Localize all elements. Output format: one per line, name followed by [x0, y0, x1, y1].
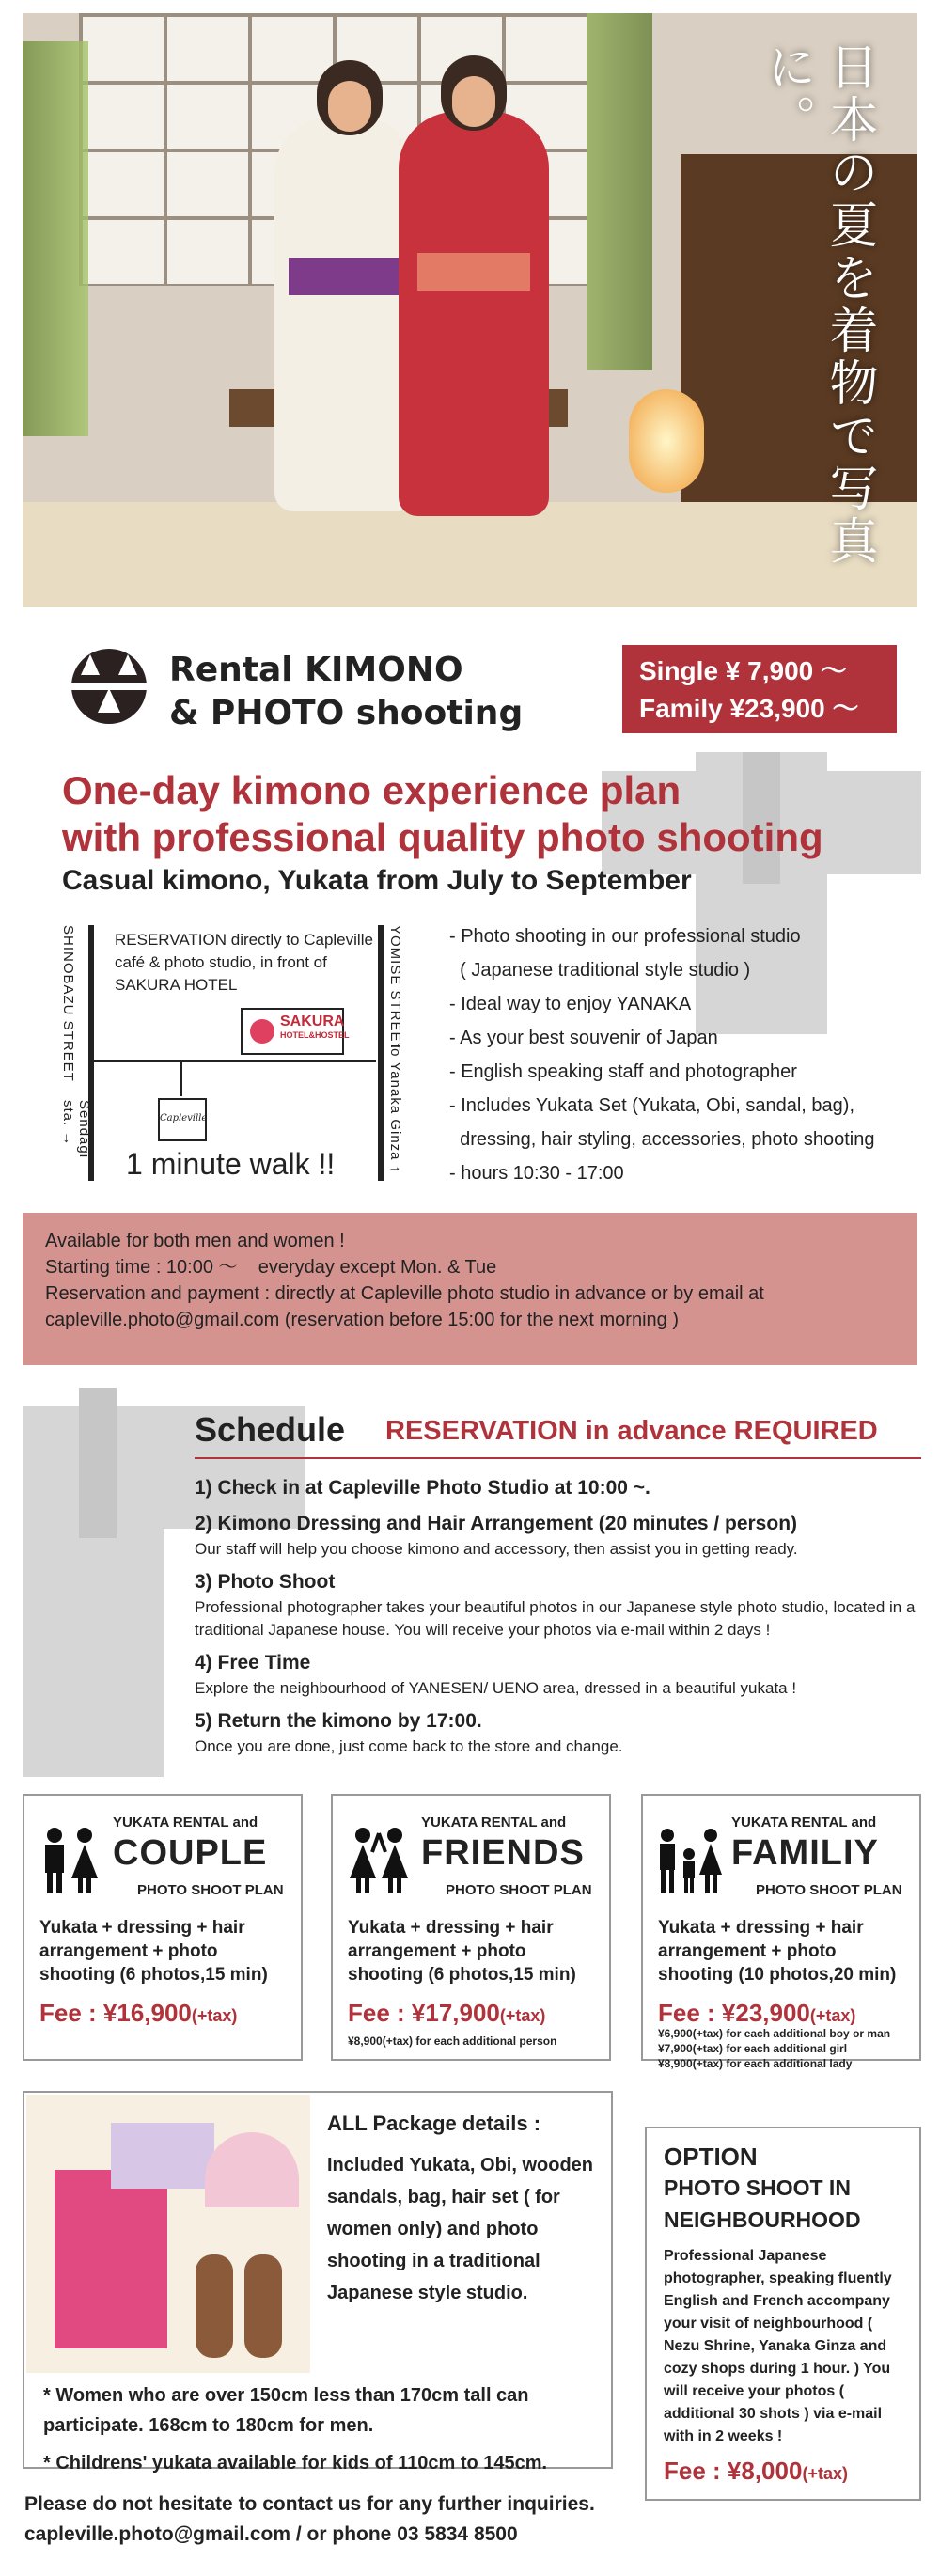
- ginza-label: to Yanaka Ginza ↑: [387, 1044, 403, 1174]
- access-map: [53, 921, 410, 1185]
- plan-extra: ¥8,900(+tax) for each additional person: [348, 2034, 557, 2048]
- plan-fee: [348, 1999, 545, 2028]
- plan-kicker: YUKATA RENTAL and: [731, 1814, 877, 1830]
- plan-kicker: YUKATA RENTAL and: [421, 1814, 567, 1830]
- feature-item: - Photo shooting in our professional studio: [449, 926, 801, 947]
- package-notes: [43, 2380, 607, 2478]
- info-line: Available for both men and women !: [45, 1231, 345, 1251]
- plan-desc: Yukata + dressing + hair arrangement + photo shooting (10 photos,20 min): [658, 1918, 897, 1985]
- walk-time: 1 minute walk !!: [126, 1147, 336, 1181]
- feature-item: - English speaking staff and photographer: [449, 1061, 797, 1082]
- plan-fee: [658, 1999, 855, 2028]
- bamboo-plant-right: [587, 13, 652, 370]
- plan-name: COUPLE: [113, 1833, 268, 1873]
- contact-line-1: Please do not hesitate to contact us for any further inquiries.: [24, 2493, 595, 2515]
- street-label-right: YOMISE STREET: [387, 925, 403, 1052]
- plan-fee: [39, 1999, 237, 2028]
- brand-name: [169, 649, 523, 735]
- plan-fee-amount: Fee : ¥17,900: [348, 1999, 500, 2027]
- model-right-red-yukata: [399, 112, 549, 516]
- option-card: [645, 2127, 921, 2501]
- plan-name: FRIENDS: [421, 1833, 585, 1873]
- feature-item: - As your best souvenir of Japan: [449, 1028, 718, 1048]
- contact-info: [24, 2490, 645, 2550]
- info-line: Reservation and payment : directly at Capleville photo studio in advance or by email at: [45, 1283, 764, 1304]
- package-text: Included Yukata, Obi, wooden sandals, bag, hair set ( for women only) and photo shooting in a traditional Japanese style studio.: [327, 2155, 594, 2303]
- map-arrow: [180, 1062, 182, 1096]
- sakura-label: SAKURA: [280, 1013, 345, 1029]
- reservation-required: RESERVATION in advance REQUIRED: [385, 1416, 878, 1446]
- info-band: [23, 1213, 917, 1365]
- option-title: OPTION: [664, 2143, 758, 2171]
- plan-card-family: [641, 1794, 921, 2070]
- sakura-sub-label: HOTEL&HOSTEL: [280, 1030, 350, 1040]
- obi-sash: [111, 2123, 214, 2189]
- paper-lamp: [629, 389, 704, 493]
- price-family: Family ¥23,900 〜: [639, 694, 859, 723]
- schedule-steps: [195, 1467, 923, 1758]
- station-label: Sendagi sta. →: [60, 1100, 92, 1159]
- package-title: ALL Package details :: [327, 2112, 541, 2135]
- package-note-children: * Childrens' yukata available for kids of 110cm to 145cm.: [43, 2453, 548, 2474]
- schedule-step-title: 5) Return the kimono by 17:00.: [195, 1710, 482, 1732]
- contact-email-phone[interactable]: capleville.photo@gmail.com / or phone 03 5834 8500: [24, 2523, 518, 2545]
- plan-card-couple: [23, 1794, 303, 2061]
- feature-item: - Includes Yukata Set (Yukata, Obi, sandal, bag),: [449, 1095, 855, 1116]
- plan-card-friends: [331, 1794, 611, 2061]
- option-fee-tax: (+tax): [802, 2464, 848, 2483]
- family-icon: [656, 1826, 722, 1895]
- folded-yukata: [55, 2170, 167, 2348]
- schedule-step-desc: Once you are done, just come back to the store and change.: [195, 1737, 623, 1755]
- sakura-flower-icon: [250, 1019, 274, 1044]
- friends-icon: [346, 1826, 412, 1895]
- package-note-height: * Women who are over 150cm less than 170cm tall can participate. 168cm to 180cm for men.: [43, 2385, 529, 2436]
- option-fee: [664, 2457, 848, 2486]
- plan-name: FAMILIY: [731, 1833, 879, 1873]
- headline-line-2: with professional quality photo shooting: [62, 815, 823, 859]
- plan-desc: Yukata + dressing + hair arrangement + photo shooting (6 photos,15 min): [39, 1918, 268, 1985]
- model-left-white-yukata: [274, 117, 415, 511]
- schedule-step-desc: Explore the neighbourhood of YANESEN/ UENO area, dressed in a beautiful yukata !: [195, 1679, 797, 1697]
- schedule-step-desc: Professional photographer takes your beautiful photos in our Japanese style photo studio, located in a traditional Japanese house. You will receive your photos via e-mail within 2 days !: [195, 1598, 916, 1639]
- map-cross-street: [94, 1060, 376, 1062]
- plan-fee-tax: (+tax): [499, 2006, 546, 2025]
- price-single: Single ¥ 7,900 〜: [639, 656, 847, 685]
- schedule-step-title: 3) Photo Shoot: [195, 1571, 336, 1593]
- plan-kicker: YUKATA RENTAL and: [113, 1814, 258, 1830]
- option-subtitle: PHOTO SHOOT IN NEIGHBOURHOOD: [664, 2175, 861, 2232]
- brand-logo-icon: [70, 647, 149, 726]
- feature-item: dressing, hair styling, accessories, photo shooting: [449, 1129, 875, 1150]
- capleville-cafe-marker: Capleville: [158, 1098, 207, 1141]
- info-line: capleville.photo@gmail.com (reservation before 15:00 for the next morning ): [45, 1310, 679, 1330]
- schedule-divider: [195, 1457, 921, 1459]
- yomise-street-line: [378, 925, 384, 1181]
- headline: [62, 767, 917, 861]
- brand-line-1: Rental KIMONO: [169, 651, 463, 689]
- sakura-hotel-marker: [241, 1008, 350, 1055]
- schedule-step-title: 2) Kimono Dressing and Hair Arrangement (20 minutes / person): [195, 1513, 798, 1534]
- headline-line-1: One-day kimono experience plan: [62, 768, 682, 812]
- plan-fee-tax: (+tax): [809, 2006, 856, 2025]
- hero-vertical-title: 日本の夏を着物で写真に。: [759, 41, 877, 568]
- plan-fee-tax: (+tax): [191, 2006, 238, 2025]
- plan-fee-amount: Fee : ¥23,900: [658, 1999, 810, 2027]
- bamboo-plant-left: [23, 41, 88, 436]
- couple-icon: [38, 1826, 103, 1895]
- plan-subtitle: PHOTO SHOOT PLAN: [446, 1882, 592, 1898]
- subheadline: Casual kimono, Yukata from July to September: [62, 865, 692, 896]
- schedule-step-title: 1) Check in at Capleville Photo Studio at 10:00 ~.: [195, 1477, 650, 1499]
- feature-list: [449, 919, 919, 1190]
- plan-subtitle: PHOTO SHOOT PLAN: [137, 1882, 284, 1898]
- option-text: Professional Japanese photographer, speaking fluently English and French accompany your visit of neighbourhood ( Nezu Shrine, Yanaka Ginza and cozy shops during 1 hour. ) You will receive your photos ( additional 30 shots ) via e-mail with in 2 weeks !: [664, 2248, 892, 2444]
- schedule-title: Schedule: [195, 1410, 346, 1449]
- hero-photo: [23, 13, 917, 607]
- price-box: [622, 645, 897, 733]
- schedule-step-desc: Our staff will help you choose kimono and accessory, then assist you in getting ready.: [195, 1540, 798, 1558]
- street-label-left: SHINOBAZU STREET: [60, 925, 76, 1082]
- geta-sandal-right: [244, 2254, 282, 2358]
- geta-sandal-left: [196, 2254, 233, 2358]
- plan-extra: ¥6,900(+tax) for each additional boy or man: [658, 2027, 891, 2040]
- plan-subtitle: PHOTO SHOOT PLAN: [756, 1882, 902, 1898]
- feature-item: ( Japanese traditional style studio ): [449, 960, 751, 981]
- folding-fan: [205, 2132, 299, 2207]
- option-fee-amount: Fee : ¥8,000: [664, 2457, 803, 2485]
- yukata-set-photo: [26, 2095, 310, 2373]
- plan-extra: ¥7,900(+tax) for each additional girl: [658, 2042, 848, 2055]
- package-details-card: [23, 2091, 613, 2474]
- plan-fee-amount: Fee : ¥16,900: [39, 1999, 192, 2027]
- feature-item: - Ideal way to enjoy YANAKA: [449, 994, 692, 1014]
- schedule-step-title: 4) Free Time: [195, 1652, 311, 1673]
- plan-desc: Yukata + dressing + hair arrangement + photo shooting (6 photos,15 min): [348, 1918, 576, 1985]
- brand-line-2: & PHOTO shooting: [169, 694, 524, 732]
- plan-extra: ¥8,900(+tax) for each additional lady: [658, 2057, 853, 2070]
- info-line: Starting time : 10:00 〜 everyday except Mon. & Tue: [45, 1257, 497, 1278]
- reservation-note: RESERVATION directly to Capleville café & photo studio, in front of SAKURA HOTEL: [115, 931, 373, 994]
- feature-item: - hours 10:30 - 17:00: [449, 1163, 624, 1184]
